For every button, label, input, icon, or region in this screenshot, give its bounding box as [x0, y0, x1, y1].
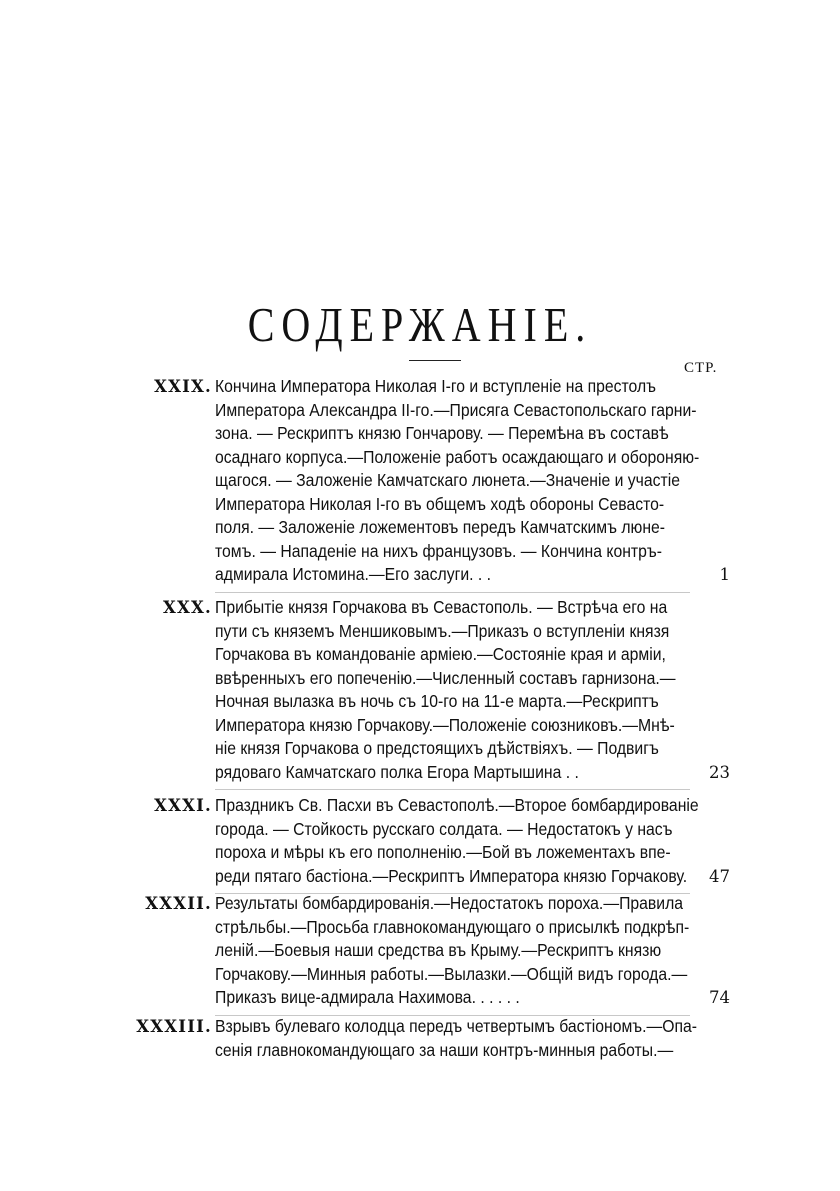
entry-text-line: Кончина Императора Николая I-го и вступленіе на престолъ: [215, 376, 656, 396]
entry-text-line: Ночная вылазка въ ночь съ 10-го на 11-е марта.—Рескриптъ: [215, 691, 659, 711]
entry-text-line: Горчакова въ командованіе арміею.—Состояніе края и арміи,: [215, 644, 666, 664]
entry-separator: [215, 789, 690, 790]
chapter-number: XXX.: [163, 598, 212, 617]
entry-text-line: томъ. — Нападеніе на нихъ французовъ. — Кончина контръ-: [215, 540, 662, 561]
entry-text-line: города. — Стойкость русскаго солдата. — Недостатокъ у насъ: [215, 818, 673, 839]
entry-text-line: поля. — Заложеніе ложементовъ передъ Камчатскимъ люне-: [215, 517, 666, 537]
page-title: СОДЕРЖАНІЕ.: [247, 297, 593, 353]
entry-separator: [215, 592, 690, 593]
entry-text-line: Императора Александра II-го.—Присяга Севастопольскаго гарни-: [215, 399, 697, 420]
title-rule: [409, 360, 461, 361]
entry-text-line: Результаты бомбардированія.—Недостатокъ пороха.—Правила: [215, 893, 684, 913]
entry-text-line: Взрывъ булеваго колодца передъ четвертымъ бастіономъ.—Опа-: [215, 1016, 698, 1036]
page-number: 23: [709, 762, 730, 782]
entry-text-line: Императора Николая I-го въ общемъ ходѣ обороны Севасто-: [215, 493, 665, 514]
entry-text-line: ніе князя Горчакова о предстоящихъ дѣйствіяхъ. — Подвигъ: [215, 738, 659, 758]
entry-text-line: рядоваго Камчатскаго полка Егора Мартышина . .: [215, 761, 579, 782]
entry-text-line: Императора князю Горчакову.—Положеніе союзниковъ.—Мнѣ-: [215, 714, 675, 735]
entry-text-line: Праздникъ Св. Пасхи въ Севастополѣ.—Второе бомбардированіе: [215, 795, 699, 815]
entry-text-line: осаднаго корпуса.—Положеніе работъ осаждающаго и обороняю-: [215, 446, 700, 467]
page-number: 74: [709, 988, 730, 1007]
chapter-number: XXIX.: [154, 377, 212, 396]
entry-text-line: Прибытіе князя Горчакова въ Севастополь. — Встрѣча его на: [215, 597, 668, 617]
chapter-number: XXXI.: [154, 796, 212, 815]
entry-text-line: пути съ княземъ Меншиковымъ.—Приказъ о вступленіи князя: [215, 620, 670, 641]
chapter-number: XXXIII.: [136, 1017, 212, 1036]
page-number: 47: [709, 866, 730, 886]
entry-text-line: ввѣренныхъ его попеченію.—Численный составъ гарнизона.—: [215, 667, 676, 688]
entry-text-line: леній.—Боевыя наши средства въ Крыму.—Рескриптъ князю: [215, 940, 662, 960]
entry-text-line: Приказъ вице-адмирала Нахимова. . . . . .: [215, 987, 520, 1007]
entry-text-line: сенія главнокомандующаго за наши контръ-минныя работы.—: [215, 1039, 674, 1060]
entry-text-line: пороха и мѣры къ его пополненію.—Бой въ ложементахъ впе-: [215, 842, 671, 862]
page-column-label: СТР.: [684, 360, 718, 376]
chapter-number: XXXII.: [145, 894, 212, 913]
entry-text-line: зона. — Рескриптъ князю Гончарову. — Перемѣна въ составѣ: [215, 423, 669, 443]
entry-text-line: стрѣльбы.—Просьба главнокомандующаго о присылкѣ подкрѣп-: [215, 916, 690, 937]
page-number: 1: [719, 565, 730, 584]
entry-text-line: щагося. — Заложеніе Камчатскаго люнета.—Значеніе и участіе: [215, 470, 680, 490]
entry-text-line: Горчакову.—Минныя работы.—Вылазки.—Общій видъ города.—: [215, 963, 688, 984]
entry-text-line: реди пятаго бастіона.—Рескриптъ Императора князю Горчакову.: [215, 865, 688, 886]
entry-text-line: адмирала Истомина.—Его заслуги. . .: [215, 564, 492, 584]
